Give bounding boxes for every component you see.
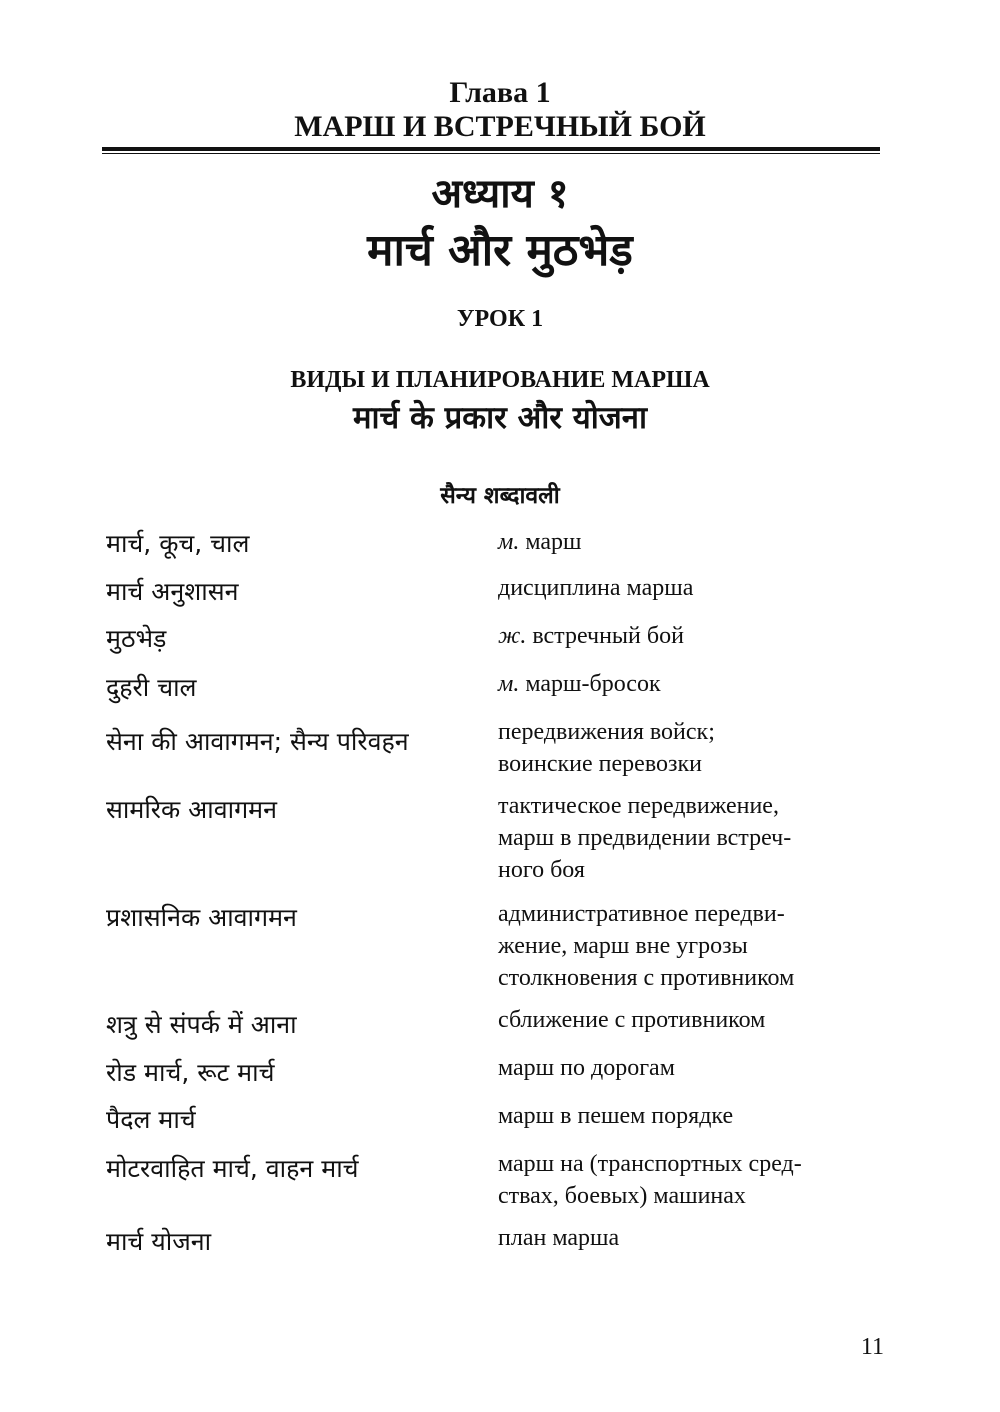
vocab-definition-ru: тактическое передвижение, марш в предвидении встреч- ного боя <box>498 793 792 883</box>
vocab-term-hi: मार्च अनुशासन <box>106 577 239 606</box>
vocab-definition-ru: марш по дорогам <box>498 1055 675 1081</box>
vocab-definition-ru <box>498 668 898 700</box>
vocab-definition-ru <box>498 526 898 558</box>
chapter-divider-thick <box>102 147 880 151</box>
vocab-term-hi: मोटरवाहित मार्च, वाहन मार्च <box>106 1154 359 1183</box>
lesson-title-ru: ВИДЫ И ПЛАНИРОВАНИЕ МАРША <box>290 367 710 393</box>
gender-mark: ж. <box>498 623 527 649</box>
vocab-definition-ru: сближение с противником <box>498 1007 766 1033</box>
chapter-title-hi: मार्च और मुठभेड़ <box>367 225 633 276</box>
vocab-definition-text: встречный бой <box>532 623 684 649</box>
vocab-term-hi: मुठभेड़ <box>106 624 167 653</box>
gender-mark: м. <box>498 529 520 555</box>
vocab-definition-ru: марш в пешем порядке <box>498 1103 734 1129</box>
vocab-definition-text: марш-бросок <box>525 671 661 697</box>
lesson-title-hi: मार्च के प्रकार और योजना <box>352 400 648 436</box>
vocab-term-hi: मार्च योजना <box>106 1227 212 1256</box>
vocab-definition-ru: передвижения войск; воинские перевозки <box>498 719 715 777</box>
chapter-number-ru: Глава 1 <box>449 76 551 109</box>
vocab-term-hi: मार्च, कूच, चाल <box>106 529 250 558</box>
vocab-definition-ru: административное передви- жение, марш вне угрозы столкновения с противником <box>498 901 795 991</box>
chapter-number-hi: अध्याय १ <box>431 171 569 217</box>
vocab-definition-ru: план марша <box>498 1225 620 1251</box>
gender-mark: м. <box>498 671 520 697</box>
lesson-number: УРОК 1 <box>456 306 544 332</box>
vocab-term-hi: शत्रु से संपर्क में आना <box>106 1010 297 1039</box>
vocab-definition-ru: марш на (транспортных сред- ствах, боевых) машинах <box>498 1151 802 1209</box>
vocab-term-hi: रोड मार्च, रूट मार्च <box>106 1058 275 1087</box>
vocab-term-hi: प्रशासनिक आवागमन <box>106 903 297 932</box>
vocab-definition-ru <box>498 620 898 652</box>
chapter-title-ru: МАРШ И ВСТРЕЧНЫЙ БОЙ <box>294 110 706 143</box>
vocab-term-hi: सामरिक आवागमन <box>106 795 277 824</box>
vocabulary-heading: सैन्य शब्दावली <box>440 483 560 509</box>
vocab-term-hi: दुहरी चाल <box>106 673 197 702</box>
vocab-definition-text: марш <box>525 529 582 555</box>
vocab-term-hi: सेना की आवागमन; सैन्य परिवहन <box>106 727 409 756</box>
page-number: 11 <box>860 1334 884 1360</box>
vocab-term-hi: पैदल मार्च <box>106 1105 196 1134</box>
chapter-divider-thin <box>102 153 880 154</box>
vocab-definition-ru: дисциплина марша <box>498 575 694 601</box>
